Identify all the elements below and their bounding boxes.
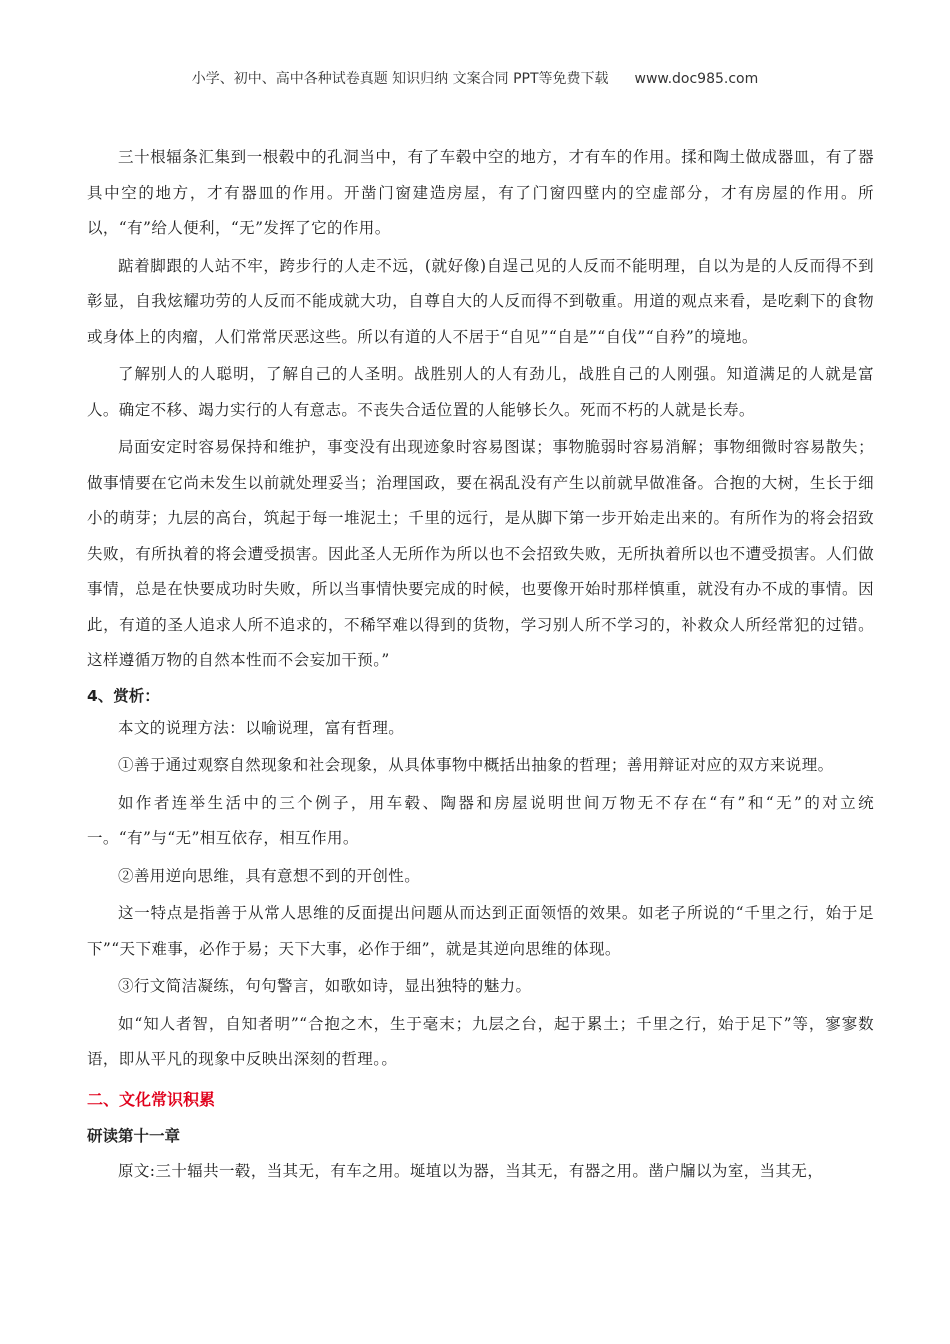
analysis-method: 本文的说理方法：以喻说理，富有哲理。 xyxy=(118,718,405,737)
page-header xyxy=(0,68,950,88)
section-4-heading: 4、赏析： xyxy=(87,686,160,705)
analysis-example-1: 如作者连举生活中的三个例子，用车毂、陶器和房屋说明世间万物无不存在“有”和“无”的对立统一。“有”与“无”相互依存，相互作用。 xyxy=(87,793,874,847)
paragraph-3: 了解别人的人聪明，了解自己的人圣明。战胜别人的人有劲儿，战胜自己的人刚强。知道满足的人就是富人。确定不移、竭力实行的人有意志。不丧失合适位置的人能够长久。死而不朽的人就是长寿。 xyxy=(87,365,874,419)
section-2-heading: 二、文化常识积累 xyxy=(87,1089,216,1109)
paragraph-4: 局面安定时容易保持和维护，事变没有出现迹象时容易图谋；事物脆弱时容易消解；事物细微时容易散失；做事情要在它尚未发生以前就处理妥当；治理国政，要在祸乱没有产生以前就早做准备。合抱的大树，生长于细小的萌芽；九层的高台，筑起于每一堆泥土；千里的远行，是从脚下第一步开始走出来的。有所作为的将会招致失败，有所执着的将会遭受损害。因此圣人无所作为所以也不会招致失败，无所执着所以也不遭受损害。人们做事情，总是在快要成功时失败，所以当事情快要完成的时候，也要像开始时那样慎重，就没有办不成的事情。因此，有道的圣人追求人所不追求的，不稀罕难以得到的货物，学习别人所不学习的，补救众人所经常犯的过错。这样遵循万物的自然本性而不会妄加干预。” xyxy=(87,438,874,669)
document-body xyxy=(87,140,874,1191)
paragraph-1: 三十根辐条汇集到一根毂中的孔洞当中，有了车毂中空的地方，才有车的作用。揉和陶土做成器皿，有了器具中空的地方，才有器皿的作用。开凿门窗建造房屋，有了门窗四壁内的空虚部分，才有房屋的作用。所以，“有”给人便利，“无”发挥了它的作用。 xyxy=(87,148,874,237)
header-text: 小学、初中、高中各种试卷真题 知识归纳 文案合同 PPT等免费下载 xyxy=(191,71,609,87)
original-text-content: 原文:三十辐共一毂，当其无，有车之用。埏埴以为器，当其无，有器之用。凿户牖以为室，当其无， xyxy=(118,1161,824,1180)
paragraph-2: 踮着脚跟的人站不牢，跨步行的人走不远，(就好像)自逞己见的人反而不能明理，自以为是的人反而得不到彰显，自我炫耀功劳的人反而不能成就大功，自尊自大的人反而得不到敬重。用道的观点来看，是吃剩下的食物或身体上的肉瘤，人们常常厌恶这些。所以有道的人不居于“自见”“自是”“自伐”“自矜”的境地。 xyxy=(87,256,874,346)
analysis-example-3: 如“知人者智，自知者明”“合抱之木，生于毫末；九层之台，起于累土；千里之行，始于足下”等，寥寥数语，即从平凡的现象中反映出深刻的哲理。。 xyxy=(87,1014,874,1068)
analysis-point-3: ③行文简洁凝练，句句警言，如歌如诗，显出独特的魅力。 xyxy=(118,977,532,995)
analysis-point-2: ②善用逆向思维，具有意想不到的开创性。 xyxy=(118,866,421,885)
analysis-point-1: ①善于通过观察自然现象和社会现象，从具体事物中概括出抽象的哲理；善用辩证对应的双方来说理。 xyxy=(118,756,834,774)
original-text xyxy=(87,1154,874,1190)
chapter-subheading: 研读第十一章 xyxy=(87,1126,181,1145)
analysis-example-2: 这一特点是指善于从常人思维的反面提出问题从而达到正面领悟的效果。如老子所说的“千里之行，始于足下”“天下难事，必作于易；天下大事，必作于细”，就是其逆向思维的体现。 xyxy=(87,904,874,958)
header-url: www.doc985.com xyxy=(634,71,759,87)
